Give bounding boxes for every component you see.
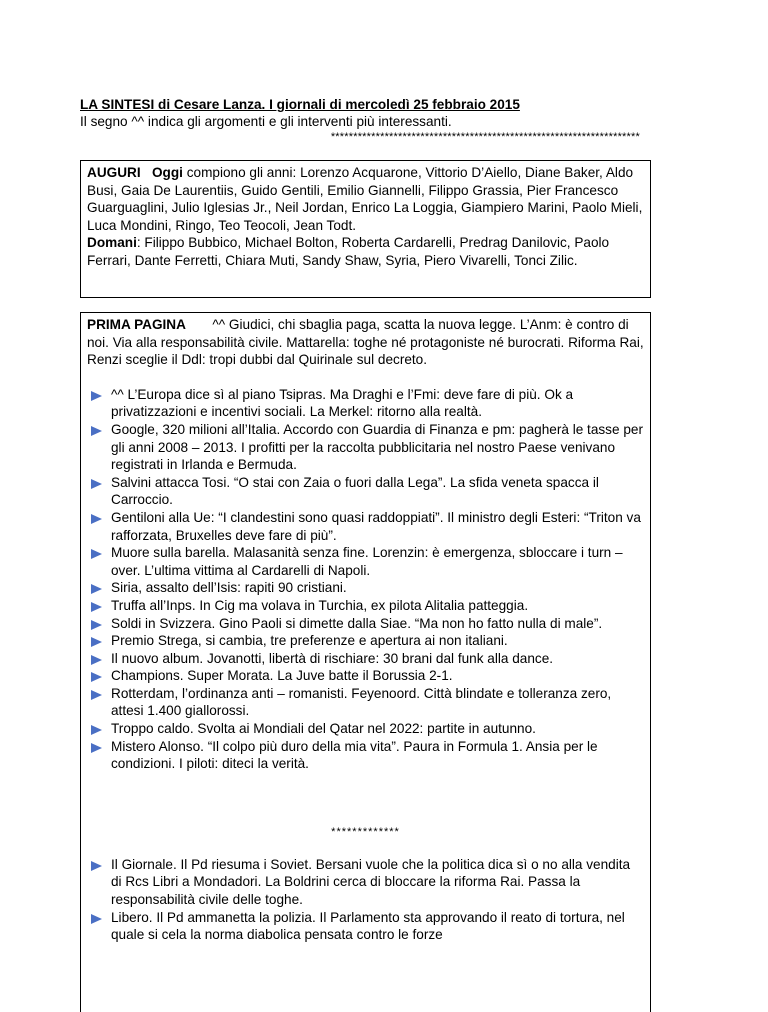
bullet-arrow-icon (91, 861, 102, 871)
list-item (87, 474, 644, 509)
list-item-text: Truffa all’Inps. In Cig ma volava in Turchia, ex pilota Alitalia patteggia. (111, 597, 529, 613)
list-item-text: Rotterdam, l’ordinanza anti – romanisti. Feyenoord. Città blindate e tolleranza zero, attesi 1.400 giallorossi. (111, 685, 612, 719)
list-item (87, 667, 644, 685)
list-item (87, 650, 644, 668)
bullet-arrow-icon (91, 549, 102, 559)
bullet-arrow-icon (91, 672, 102, 682)
bullet-arrow-icon (91, 690, 102, 700)
prima-pagina-label: PRIMA PAGINA (87, 317, 186, 332)
list-item-text: Salvini attacca Tosi. “O stai con Zaia o fuori dalla Lega”. La sfida veneta spacca il Carroccio. (111, 474, 599, 508)
bullet-arrow-icon (91, 426, 102, 436)
list-item-text: Champions. Super Morata. La Juve batte il Borussia 2-1. (111, 668, 453, 684)
bullet-arrow-icon (91, 391, 102, 401)
document-subtitle: Il segno ^^ indica gli argomenti e gli interventi più interessanti. (80, 114, 452, 129)
list-item-text: Muore sulla barella. Malasanità senza fine. Lorenzin: è emergenza, sbloccare i turn – over. L’ultima vittima al Cardarelli di Napoli. (111, 545, 623, 578)
auguri-label: AUGURI (87, 165, 141, 180)
list-item-text: Il Giornale. Il Pd riesuma i Soviet. Bersani vuole che la politica dica sì o no alla vendita di Rcs Libri a Mondadori. La Boldrini cerca di bloccare la riforma Rai. Passa la responsabilità civile delle toghe. (111, 856, 631, 908)
domani-label: Domani (87, 235, 137, 251)
bullet-arrow-icon (91, 584, 102, 594)
bullet-arrow-icon (91, 479, 102, 489)
bullet-arrow-icon (91, 725, 102, 735)
list-item (87, 544, 644, 579)
list-item-text: Troppo caldo. Svolta ai Mondiali del Qatar nel 2022: partite in autunno. (111, 721, 536, 737)
list-item (87, 386, 644, 421)
bullet-arrow-icon (91, 743, 102, 753)
bullet-arrow-icon (91, 914, 102, 924)
auguri-domani (87, 234, 644, 269)
list-item-text: ^^ L’Europa dice sì al piano Tsipras. Ma Draghi e l’Fmi: deve fare di più. Ok a privatizzazioni e incentivi sociali. La Merkel: ritorno alla realtà. (111, 386, 574, 420)
list-item (87, 685, 644, 720)
list-item-text: Libero. Il Pd ammanetta la polizia. Il Parlamento sta approvando il reato di tortura, nel quale si cela la norma diabolica pensata contro le forze (111, 909, 625, 943)
list-item-text: Premio Strega, si cambia, tre preferenze e apertura ai non italiani. (111, 633, 508, 649)
auguri-box (80, 160, 651, 298)
list-item-text: Soldi in Svizzera. Gino Paoli si dimette dalla Siae. “Ma non ho fatto nulla di male”. (111, 615, 603, 631)
list-item (87, 909, 644, 944)
list-item-text: Google, 320 milioni all’Italia. Accordo con Guardia di Finanza e pm: pagherà le tasse per gli anni 2008 – 2013. I profitti per la raccolta pubblicitaria nel nostro Paese venivano registrati in Irlanda e Bermuda. (111, 421, 643, 473)
prima-pagina-box (80, 312, 651, 1012)
bullet-arrow-icon (91, 655, 102, 665)
stars-divider: ********************************************************************* (330, 131, 640, 143)
list-item-text: Siria, assalto dell’Isis: rapiti 90 cristiani. (111, 580, 347, 596)
list-item (87, 509, 644, 544)
list-item-text: Il nuovo album. Jovanotti, libertà di rischiare: 30 brani dal funk alla dance. (111, 650, 554, 666)
list-item-text: Mistero Alonso. “Il colpo più duro della mia vita”. Paura in Formula 1. Ansia per le condizioni. I piloti: diteci la verità. (111, 738, 598, 772)
list-item (87, 856, 644, 909)
newspaper-list (87, 856, 644, 944)
prima-pagina-intro (87, 316, 644, 369)
oggi-text: compiono gli anni: Lorenzo Acquarone, Vittorio D’Aiello, Diane Baker, Aldo Busi, Gaia De Laurentiis, Guido Gentili, Emilio Giannelli, Filippo Grassia, Pier Francesco Guarguaglini, Julio Iglesias Jr., Neil Jordan, Enrico La Loggia, Giampiero Marini, Paolo Mieli, Luca Mondini, Ringo, Teo Teocoli, Jean Todt. (87, 165, 643, 233)
prima-pagina-intro-text: ^^ Giudici, chi sbaglia paga, scatta la nuova legge. L’Anm: è contro di noi. Via alla responsabilità civile. Mattarella: toghe né protagoniste né burocrati. Riforma Rai, Renzi sceglie il Ddl: tropi dubbi dal Quirinale sul decreto. (87, 317, 644, 368)
news-list (87, 386, 644, 773)
list-item (87, 579, 644, 597)
oggi-label: Oggi (151, 165, 183, 180)
list-item (87, 597, 644, 615)
list-item (87, 738, 644, 773)
document-header (80, 96, 650, 144)
bullet-arrow-icon (91, 620, 102, 630)
list-item (87, 720, 644, 738)
list-item (87, 615, 644, 633)
domani-text: : Filippo Bubbico, Michael Bolton, Roberta Cardarelli, Predrag Danilovic, Paolo Ferrari, Dante Ferretti, Chiara Muti, Sandy Shaw, Syria, Piero Vivarelli, Tonci Zilic. (87, 235, 610, 268)
list-item-text: Gentiloni alla Ue: “I clandestini sono quasi raddoppiati”. Il ministro degli Esteri: “Triton va rafforzata, Bruxelles deve fare di più”. (111, 509, 641, 543)
bullet-arrow-icon (91, 637, 102, 647)
document-title: LA SINTESI di Cesare Lanza. I giornali di mercoledì 25 febbraio 2015 (80, 97, 520, 112)
list-item (87, 421, 644, 474)
bullet-arrow-icon (91, 514, 102, 524)
section-separator: ************* (331, 825, 400, 838)
list-item (87, 632, 644, 650)
bullet-arrow-icon (91, 602, 102, 612)
auguri-oggi (87, 164, 644, 234)
